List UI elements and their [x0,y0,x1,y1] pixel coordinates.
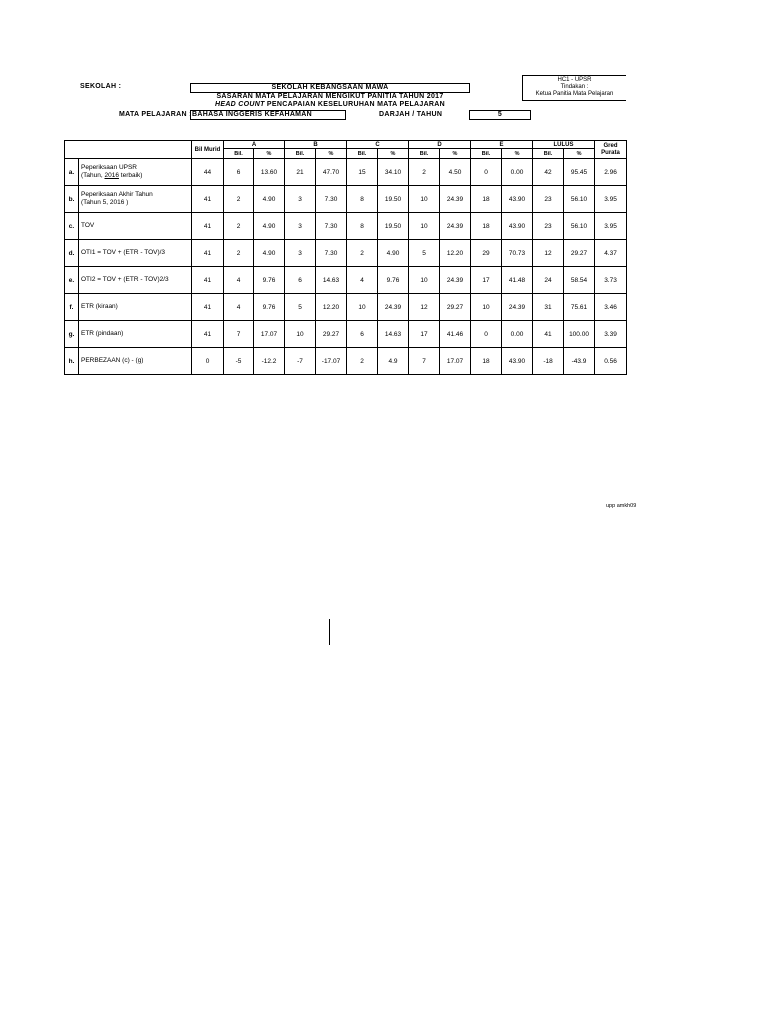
hc1-upsr-box [522,75,626,101]
bil-cell[interactable]: 29 [471,240,502,267]
darjah-field[interactable]: 5 [469,110,531,120]
percent-cell[interactable]: 43.90 [502,186,533,213]
row-key: b. [65,186,79,213]
bil-cell[interactable]: 3 [285,240,316,267]
row-description-line: OTI1 = TOV + (ETR - TOV)/3 [81,249,166,256]
bil-cell[interactable]: 6 [224,159,254,186]
row-description [79,186,192,213]
bil-cell[interactable]: 4 [224,267,254,294]
bil-cell[interactable]: 23 [533,186,564,213]
bil-cell[interactable]: 4 [224,294,254,321]
percent-cell[interactable]: 9.76 [378,267,409,294]
row-key: f. [65,294,79,321]
row-description-line: PERBEZAAN (c) - (g) [81,357,144,364]
percent-cell[interactable]: 0.00 [502,321,533,348]
bil-cell[interactable]: 17 [471,267,502,294]
row-description [79,321,192,348]
hc1-ketua-panitia: Ketua Panitia Mata Pelajaran [535,91,614,97]
gred-purata-cell[interactable]: 3.73 [595,267,627,294]
percent-cell[interactable]: 9.76 [254,294,285,321]
bil-cell[interactable]: 7 [224,321,254,348]
gred-purata-cell[interactable]: 2.96 [595,159,627,186]
percent-cell[interactable]: 70.73 [502,240,533,267]
row-description-line: ETR (pindaan) [81,330,124,337]
bil-cell[interactable]: 21 [285,159,316,186]
percent-cell[interactable]: 47.70 [316,159,347,186]
bil-cell[interactable]: -7 [285,348,316,375]
bil-cell[interactable]: 0 [471,159,502,186]
bil-murid-cell[interactable]: 41 [192,267,224,294]
bil-murid-cell[interactable]: 44 [192,159,224,186]
row-description-line: OTI2 = TOV + (ETR - TOV)2/3 [81,276,169,283]
row-description [79,240,192,267]
percent-cell[interactable]: 75.61 [564,294,595,321]
sub-pct: % [440,149,471,159]
percent-cell[interactable]: 95.45 [564,159,595,186]
table-row [65,321,627,348]
percent-cell[interactable]: -17.07 [316,348,347,375]
row-key: d. [65,240,79,267]
percent-cell[interactable]: 58.54 [564,267,595,294]
percent-cell[interactable]: 29.27 [316,321,347,348]
bil-cell[interactable]: 15 [347,159,378,186]
row-description [79,267,192,294]
bil-cell[interactable]: 2 [347,240,378,267]
row-description-line: Peperiksaan UPSR [81,164,137,171]
table-row [65,294,627,321]
bil-cell[interactable]: 6 [347,321,378,348]
percent-cell[interactable]: -43.9 [564,348,595,375]
row-description [79,348,192,375]
bil-cell[interactable]: 5 [409,240,440,267]
percent-cell[interactable]: 43.90 [502,348,533,375]
desc-year-field[interactable]: 2016 [104,172,119,179]
bil-cell[interactable]: 2 [409,159,440,186]
hc1-title: HC1 - UPSR [557,77,592,83]
percent-cell[interactable]: 19.50 [378,213,409,240]
percent-cell[interactable]: 4.90 [254,240,285,267]
row-description [79,159,192,186]
subtitle-target: SASARAN MATA PELAJARAN MENGIKUT PANITIA TAHUN 2017 [216,93,444,100]
percent-cell[interactable]: 24.39 [502,294,533,321]
desc-suffix: terbaik) [118,172,143,179]
percent-cell[interactable]: 14.63 [378,321,409,348]
bil-cell[interactable]: 3 [285,213,316,240]
bil-cell[interactable]: 8 [347,186,378,213]
sub-bil: Bil. [347,149,378,159]
text-cursor [329,619,330,645]
percent-cell[interactable]: 4.90 [254,213,285,240]
bil-cell[interactable]: 7 [409,348,440,375]
mata-pelajaran-label: MATA PELAJARAN : [119,111,192,118]
sekolah-value-field[interactable]: SEKOLAH KEBANGSAAN MAWA [190,83,470,93]
bil-cell[interactable]: 18 [471,186,502,213]
table-row [65,186,627,213]
bil-cell[interactable]: 10 [471,294,502,321]
hc1-tindakan: Tindakan : [560,84,589,90]
grade-header-lulus: LULUS [533,141,595,149]
grade-header-b: B [285,141,347,149]
footer-note: upp amkh09 [606,503,637,509]
row-description [79,294,192,321]
table-row [65,348,627,375]
bil-cell[interactable]: 17 [409,321,440,348]
percent-cell[interactable]: 7.30 [316,213,347,240]
bil-cell[interactable]: 6 [285,267,316,294]
grade-header-d: D [409,141,471,149]
row-description-line: Peperiksaan Akhir Tahun [81,191,153,198]
sub-bil: Bil. [285,149,316,159]
percent-cell[interactable]: 13.60 [254,159,285,186]
gred-purata-cell[interactable]: 3.95 [595,186,627,213]
percent-cell[interactable]: 29.27 [440,294,471,321]
bil-cell[interactable]: 31 [533,294,564,321]
row-key: h. [65,348,79,375]
row-key: a. [65,159,79,186]
sub-bil: Bil. [533,149,564,159]
bil-cell[interactable]: 10 [285,321,316,348]
gred-purata-cell[interactable]: 0.56 [595,348,627,375]
table-row [65,159,627,186]
percent-cell[interactable]: 4.50 [440,159,471,186]
gred-purata-cell[interactable]: 3.95 [595,213,627,240]
sub-bil: Bil. [409,149,440,159]
gred-purata-header: Gred Purata [595,141,627,159]
row-description [79,213,192,240]
percent-cell[interactable]: 24.39 [440,186,471,213]
desc-prefix: (Tahun, [81,172,105,179]
row-key: g. [65,321,79,348]
percent-cell[interactable]: 43.90 [502,213,533,240]
bil-cell[interactable]: 12 [533,240,564,267]
percent-cell[interactable]: 56.10 [564,213,595,240]
sub-bil: Bil. [471,149,502,159]
percent-cell[interactable]: 4.9 [378,348,409,375]
subtitle-head-count [190,101,470,108]
percent-cell[interactable]: 4.90 [254,186,285,213]
bil-cell[interactable]: 5 [285,294,316,321]
bil-cell[interactable]: 18 [471,348,502,375]
head-count-italic: HEAD COUNT [215,101,265,108]
row-description-line: ETR (kiraan) [81,303,118,310]
bil-cell[interactable]: 10 [409,186,440,213]
percent-cell[interactable]: 9.76 [254,267,285,294]
sub-pct: % [316,149,347,159]
percent-cell[interactable]: 41.48 [502,267,533,294]
percent-cell[interactable]: 24.39 [440,267,471,294]
bil-murid-cell[interactable]: 41 [192,294,224,321]
bil-cell[interactable]: 2 [224,186,254,213]
header-blank [65,141,192,159]
sub-pct: % [502,149,533,159]
percent-cell[interactable]: 7.30 [316,240,347,267]
bil-cell[interactable]: 3 [285,186,316,213]
bil-cell[interactable]: 2 [224,213,254,240]
table-row [65,267,627,294]
bil-cell[interactable]: -18 [533,348,564,375]
percent-cell[interactable]: 14.63 [316,267,347,294]
percent-cell[interactable]: 7.30 [316,186,347,213]
gred-purata-cell[interactable]: 4.37 [595,240,627,267]
header-row-grades [65,141,627,149]
percent-cell[interactable]: 12.20 [316,294,347,321]
bil-murid-cell[interactable]: 0 [192,348,224,375]
bil-cell[interactable]: 23 [533,213,564,240]
percent-cell[interactable]: 41.46 [440,321,471,348]
bil-murid-cell[interactable]: 41 [192,321,224,348]
bil-cell[interactable]: 10 [347,294,378,321]
sekolah-label: SEKOLAH : [80,83,122,90]
bil-cell[interactable]: 0 [471,321,502,348]
row-description-line [81,172,191,180]
percent-cell[interactable]: 12.20 [440,240,471,267]
percent-cell[interactable]: 24.39 [378,294,409,321]
table-row [65,240,627,267]
bil-cell[interactable]: 2 [347,348,378,375]
bil-cell[interactable]: -5 [224,348,254,375]
bil-cell[interactable]: 24 [533,267,564,294]
percent-cell[interactable]: 34.10 [378,159,409,186]
bil-cell[interactable]: 4 [347,267,378,294]
row-description-line: (Tahun 5, 2016 ) [81,199,129,206]
row-key: c. [65,213,79,240]
row-description-line: TOV [81,222,95,229]
bil-cell[interactable]: 18 [471,213,502,240]
table-row [65,213,627,240]
mata-pelajaran-field[interactable]: BAHASA INGGERIS KEFAHAMAN [190,110,346,120]
bil-cell[interactable]: 10 [409,267,440,294]
percent-cell[interactable]: 19.50 [378,186,409,213]
bil-cell[interactable]: 8 [347,213,378,240]
sub-pct: % [564,149,595,159]
bil-murid-header: Bil Murid [192,141,224,159]
percent-cell[interactable]: 29.27 [564,240,595,267]
percent-cell[interactable]: 24.39 [440,213,471,240]
headcount-table [64,140,627,375]
percent-cell[interactable]: -12.2 [254,348,285,375]
bil-cell[interactable]: 10 [409,213,440,240]
sub-bil: Bil. [224,149,254,159]
bil-murid-cell[interactable]: 41 [192,213,224,240]
sub-pct: % [378,149,409,159]
percent-cell[interactable]: 17.07 [440,348,471,375]
row-key: e. [65,267,79,294]
grade-header-e: E [471,141,533,149]
bil-cell[interactable]: 2 [224,240,254,267]
percent-cell[interactable]: 0.00 [502,159,533,186]
percent-cell[interactable]: 17.07 [254,321,285,348]
gred-purata-cell[interactable]: 3.39 [595,321,627,348]
darjah-label: DARJAH / TAHUN [379,111,443,118]
grade-header-c: C [347,141,409,149]
percent-cell[interactable]: 100.00 [564,321,595,348]
bil-cell[interactable]: 41 [533,321,564,348]
percent-cell[interactable]: 56.10 [564,186,595,213]
bil-murid-cell[interactable]: 41 [192,186,224,213]
bil-cell[interactable]: 12 [409,294,440,321]
percent-cell[interactable]: 4.90 [378,240,409,267]
subtitle-head-count-rest: PENCAPAIAN KESELURUHAN MATA PELAJARAN [264,101,445,108]
bil-murid-cell[interactable]: 41 [192,240,224,267]
gred-purata-cell[interactable]: 3.46 [595,294,627,321]
grade-header-a: A [224,141,285,149]
bil-cell[interactable]: 42 [533,159,564,186]
sub-pct: % [254,149,285,159]
